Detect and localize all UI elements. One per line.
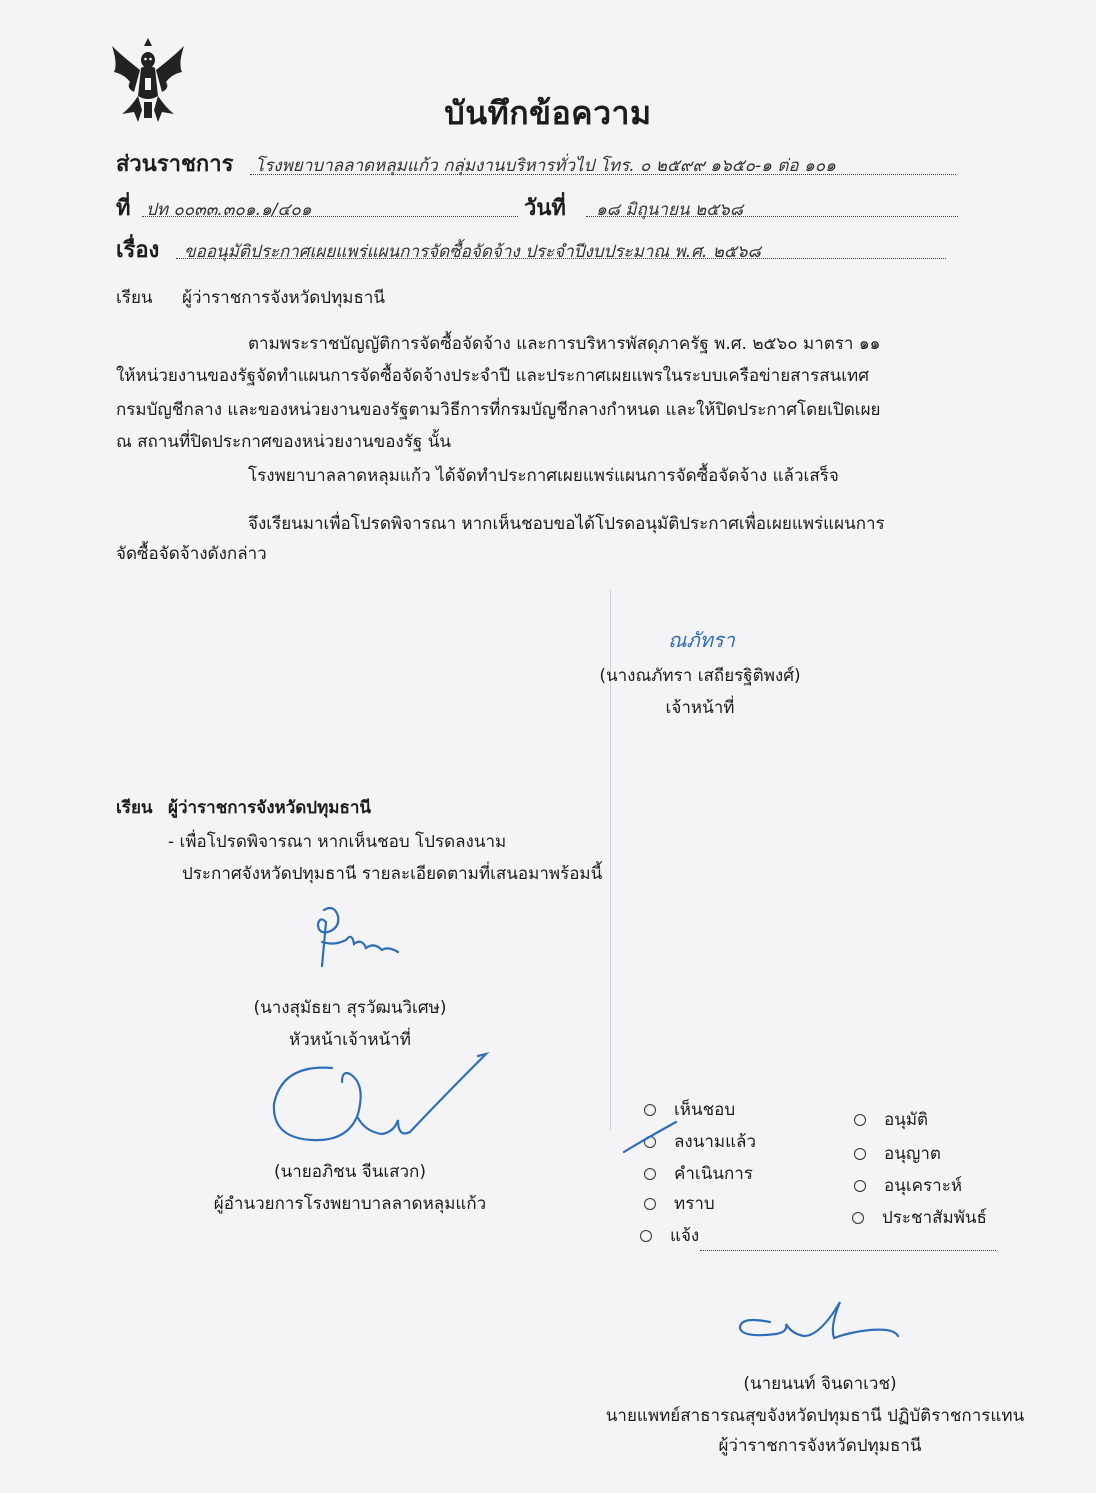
subject-dotted-line (176, 258, 946, 259)
option-proceed: คำเนินการ (644, 1160, 753, 1187)
ref-dotted-line (142, 216, 518, 217)
signer3-name: (นายอภิชน จีนเสวก) (274, 1162, 426, 1182)
checkmark-icon (620, 1118, 680, 1158)
forward-to: ผู้ว่าราชการจังหวัดปทุมธานี (168, 798, 372, 818)
signer1-position: เจ้าหน้าที่ (665, 698, 735, 718)
date-value: ๑๘ มิถุนายน ๒๕๖๘ (596, 200, 743, 220)
option-assist: อนุเคราะห์ (854, 1172, 962, 1199)
salutation-to: ผู้ว่าราชการจังหวัดปทุมธานี (182, 288, 386, 308)
body-p1-line2: ให้หน่วยงานของรัฐจัดทำแผนการจัดซื้อจัดจ้างประจำปี และประกาศเผยแพรในระบบเครือข่ายสารสนเทศ (116, 366, 870, 386)
signer4-position1: นายแพทย์สาธารณสุขจังหวัดปทุมธานี ปฏิบัติราชการแทน (605, 1406, 1025, 1426)
body-p3-line1: จึงเรียนมาเพื่อโปรดพิจารณา หากเห็นชอบขอได้โปรดอนุมัติประกาศเพื่อเผยแพร่แผนการ (248, 514, 885, 534)
signer2-name: (นางสุมัธยา สุรวัฒนวิเศษ) (253, 998, 447, 1018)
body-p1-line1: ตามพระราชบัญญัติการจัดซื้อจัดจ้าง และการบริหารพัสดุภาครัฐ พ.ศ. ๒๕๖๐ มาตรา ๑๑ (248, 334, 881, 354)
agency-value: โรงพยาบาลลาดหลุมแก้ว กลุ่มงานบริหารทั่วไป โทร. ๐ ๒๕๙๙ ๑๖๕๐-๑ ต่อ ๑๐๑ (255, 156, 836, 176)
signer4-name: (นายนนท์ จินดาเวช) (743, 1374, 897, 1394)
option-permit: อนุญาต (854, 1140, 941, 1167)
signer4-position2: ผู้ว่าราชการจังหวัดปทุมธานี (718, 1436, 922, 1456)
memo-title: บันทึกข้อความ (444, 94, 652, 132)
option-circle-icon (854, 1114, 866, 1126)
option-circle-icon (644, 1168, 656, 1180)
signer4-signature (730, 1296, 910, 1356)
date-dotted-line (586, 216, 958, 217)
forward-label: เรียน (116, 798, 153, 818)
option-notify: แจ้ง (640, 1222, 699, 1249)
option-circle-icon (852, 1212, 864, 1224)
option-publicize: ประชาสัมพันธ์ (852, 1204, 987, 1231)
body-p1-line3: กรมบัญชีกลาง และของหน่วยงานของรัฐตามวิธีการที่กรมบัญชีกลางกำหนด และให้ปิดประกาศโดยเปิดเผย (116, 400, 881, 420)
signer2-signature (304, 902, 404, 972)
agency-label: ส่วนราชการ (116, 152, 234, 177)
signer3-position: ผู้อำนวยการโรงพยาบาลลาดหลุมแก้ว (213, 1194, 487, 1214)
option-approve-view: เห็นชอบ (644, 1096, 735, 1123)
body-p1-line4: ณ สถานที่ปิดประกาศของหน่วยงานของรัฐ นั้น (116, 432, 451, 452)
signer2-position: หัวหน้าเจ้าหน้าที่ (288, 1030, 412, 1050)
signer1-name: (นางณภัทรา เสถียรฐิติพงศ์) (599, 666, 801, 686)
forward-line2: ประกาศจังหวัดปทุมธานี รายละเอียดตามที่เสนอมาพร้อมนี้ (182, 864, 603, 884)
option-circle-icon (644, 1198, 656, 1210)
option-circle-icon (640, 1230, 652, 1242)
body-p2: โรงพยาบาลลาดหลุมแก้ว ได้จัดทำประกาศเผยแพร่แผนการจัดซื้อจัดจ้าง แล้วเสร็จ (248, 466, 839, 486)
option-signed: ลงนามแล้ว (644, 1128, 756, 1155)
option-circle-icon (854, 1180, 866, 1192)
ref-value: ปท ๐๐๓๓.๓๐๑.๑/๔๐๑ (146, 200, 312, 220)
body-p3-line2: จัดซื้อจัดจ้างดังกล่าว (116, 544, 267, 564)
agency-dotted-line (250, 174, 956, 175)
ref-label: ที่ (116, 196, 131, 221)
option-circle-icon (644, 1104, 656, 1116)
option-acknowledge: ทราบ (644, 1190, 715, 1217)
option-circle-icon (854, 1148, 866, 1160)
subject-value: ขออนุมัติประกาศเผยแพร่แผนการจัดซื้อจัดจ้าง ประจำปีงบประมาณ พ.ศ. ๒๕๖๘ (184, 242, 761, 262)
signer3-signature (262, 1048, 502, 1158)
subject-label: เรื่อง (116, 238, 160, 263)
forward-line1: - เพื่อโปรดพิจารณา หากเห็นชอบ โปรดลงนาม (168, 832, 507, 852)
notify-dotted-line (700, 1250, 996, 1251)
date-label: วันที่ (524, 196, 566, 221)
option-approve: อนุมัติ (854, 1106, 928, 1133)
signer1-signature: ณภัทรา (668, 628, 735, 652)
salutation-label: เรียน (116, 288, 153, 308)
